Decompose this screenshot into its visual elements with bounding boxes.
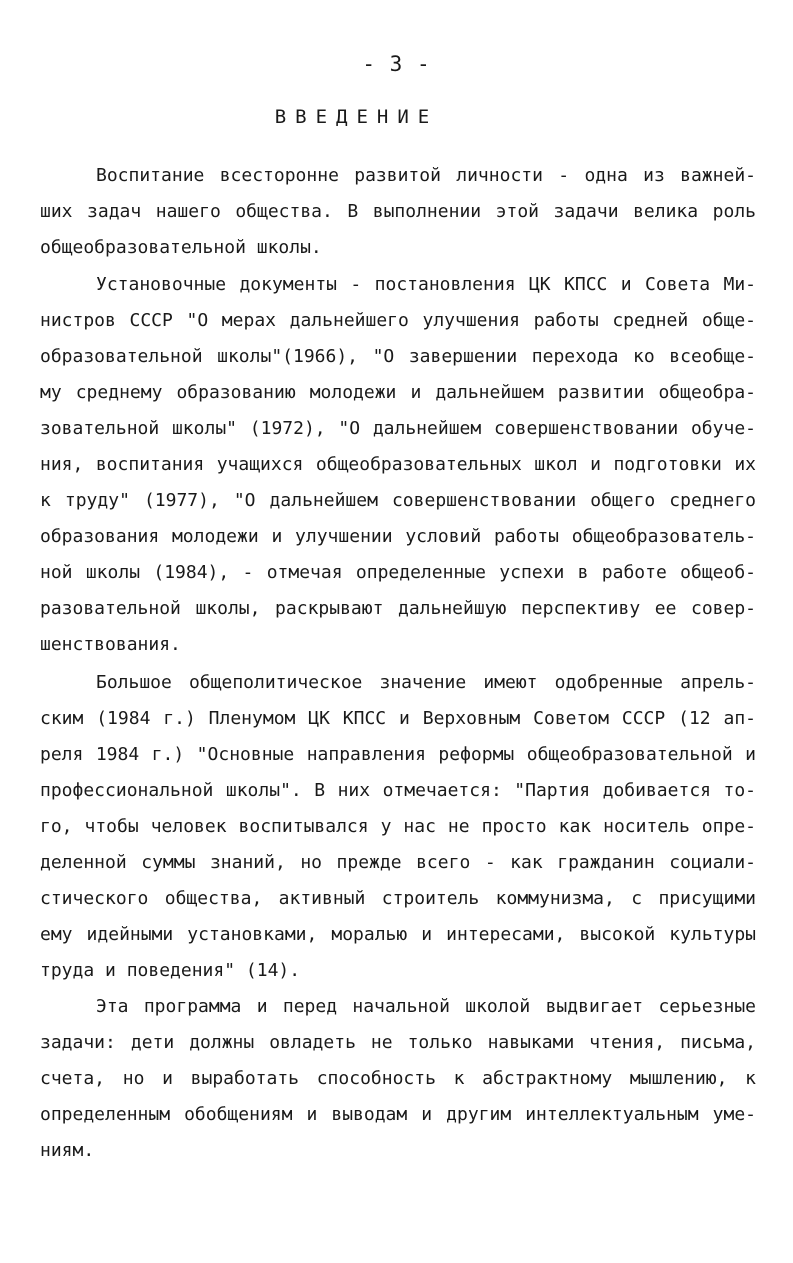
- paragraph-line: ниям.: [40, 1140, 95, 1161]
- paragraph-line: ния, воспитания учащихся общеобразовательных школ и подготовки их: [40, 454, 756, 475]
- paragraph-line: образовательной школы"(1966), "О завершении перехода ко всеобще-: [40, 346, 756, 367]
- paragraph-line: ной школы (1984), - отмечая определенные успехи в работе общеоб-: [40, 562, 756, 583]
- paragraph-line: задачи: дети должны овладеть не только навыками чтения, письма,: [40, 1032, 756, 1053]
- paragraph-line: Эта программа и перед начальной школой выдвигает серьезные: [96, 996, 756, 1017]
- paragraph-line: определенным обобщениям и выводам и другим интеллектуальным уме-: [40, 1104, 756, 1125]
- paragraph-line: профессиональной школы". В них отмечается: "Партия добивается то-: [40, 780, 756, 801]
- paragraph-line: зовательной школы" (1972), "О дальнейшем совершенствовании обуче-: [40, 418, 756, 439]
- paragraph-line: общеобразовательной школы.: [40, 237, 322, 258]
- paragraph-line: ших задач нашего общества. В выполнении этой задачи велика роль: [40, 201, 756, 222]
- paragraph-line: труда и поведения" (14).: [40, 960, 301, 981]
- paragraph-line: стического общества, активный строитель коммунизма, с присущими: [40, 888, 756, 909]
- paragraph-line: нистров СССР "О мерах дальнейшего улучшения работы средней обще-: [40, 310, 756, 331]
- paragraph-line: му среднему образованию молодежи и дальнейшем развитии общеобра-: [40, 382, 756, 403]
- paragraph-line: деленной суммы знаний, но прежде всего - как гражданин социали-: [40, 852, 756, 873]
- paragraph-line: Воспитание всесторонне развитой личности - одна из важней-: [96, 165, 756, 186]
- paragraph-line: реля 1984 г.) "Основные направления реформы общеобразовательной и: [40, 744, 756, 765]
- page-number: - 3 -: [362, 52, 431, 76]
- paragraph-line: разовательной школы, раскрывают дальнейшую перспективу ее совер-: [40, 598, 756, 619]
- paragraph-line: Большое общеполитическое значение имеют одобренные апрель-: [96, 672, 756, 693]
- paragraph-line: образования молодежи и улучшении условий работы общеобразователь-: [40, 526, 756, 547]
- paragraph-line: шенствования.: [40, 634, 181, 655]
- paragraph-line: Установочные документы - постановления ЦК КПСС и Совета Ми-: [96, 274, 756, 295]
- paragraph-line: счета, но и выработать способность к абстрактному мышлению, к: [40, 1068, 756, 1089]
- paragraph-line: ским (1984 г.) Пленумом ЦК КПСС и Верховным Советом СССР (12 ап-: [40, 708, 756, 729]
- paragraph-line: к труду" (1977), "О дальнейшем совершенствовании общего среднего: [40, 490, 756, 511]
- paragraph-line: ему идейными установками, моралью и интересами, высокой культуры: [40, 924, 756, 945]
- section-heading: ВВЕДЕНИЕ: [274, 106, 439, 128]
- paragraph-line: го, чтобы человек воспитывался у нас не просто как носитель опре-: [40, 816, 756, 837]
